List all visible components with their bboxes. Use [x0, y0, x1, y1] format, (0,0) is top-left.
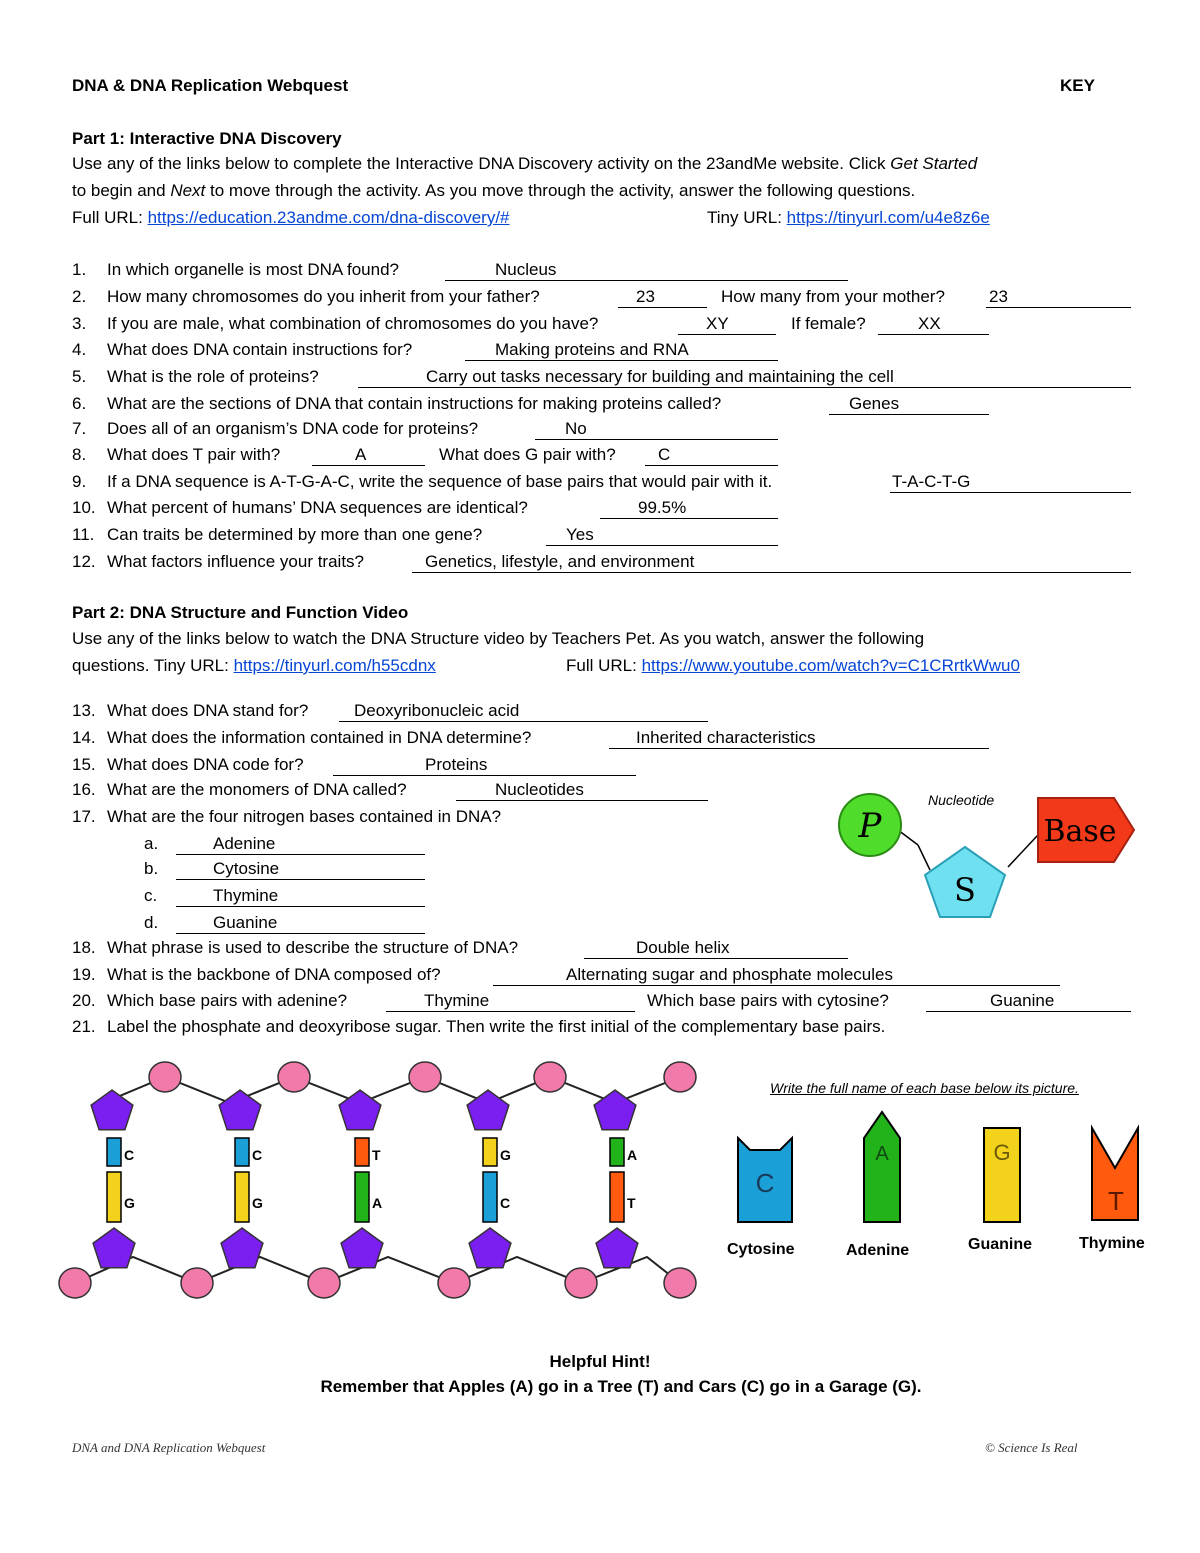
sugar-pentagon [469, 1228, 511, 1268]
phosphate-circle [409, 1062, 441, 1092]
bottom-base-block [235, 1172, 249, 1222]
bottom-base-letter: G [252, 1195, 263, 1211]
question-18: 18. What phrase is used to describe the structure of DNA? Double helix [72, 937, 1142, 959]
answer-field[interactable]: Deoxyribonucleic acid [339, 700, 708, 722]
tiny-url-link[interactable]: https://tinyurl.com/u4e8z6e [786, 208, 990, 227]
answer-field[interactable]: Proteins [333, 754, 636, 776]
cytosine-letter: C [755, 1168, 775, 1198]
part1-intro-line2: to begin and Next to move through the activity. As you move through the activity, answer the following questions. [72, 181, 916, 200]
hint-title: Helpful Hint! [549, 1352, 651, 1371]
answer-field[interactable]: Yes [546, 524, 778, 546]
bottom-base-block [610, 1172, 624, 1222]
answer-field[interactable]: Making proteins and RNA [465, 339, 778, 361]
phosphate-circle [664, 1268, 696, 1298]
answer-field[interactable]: Nucleus [445, 259, 848, 281]
thymine-letter: T [1108, 1186, 1124, 1216]
answer-field[interactable]: XY [678, 313, 776, 335]
part2-heading: Part 2: DNA Structure and Function Video [72, 603, 409, 622]
answer-field[interactable]: 99.5% [600, 497, 778, 519]
sugar-pentagon [594, 1090, 636, 1130]
question-17a: a. Adenine [72, 833, 1142, 855]
top-base-letter: T [372, 1147, 381, 1163]
answer-field[interactable]: Thymine [176, 885, 425, 907]
footer-right: © Science Is Real [985, 1440, 1078, 1455]
answer-field[interactable]: Inherited characteristics [609, 727, 989, 749]
answer-field[interactable]: Thymine [386, 990, 635, 1012]
question-12: 12. What factors influence your traits? Genetics, lifestyle, and environment [72, 551, 1142, 573]
phosphate-circle [534, 1062, 566, 1092]
question-17: 17. What are the four nitrogen bases contained in DNA? [72, 807, 502, 826]
answer-field[interactable]: Genetics, lifestyle, and environment [412, 551, 1131, 573]
dna-helix-diagram [50, 1050, 700, 1310]
phosphate-circle [308, 1268, 340, 1298]
top-base-block [483, 1138, 497, 1166]
full-url-link[interactable]: https://www.youtube.com/watch?v=C1CRrtkWwu0 [641, 656, 1020, 675]
guanine-letter: G [993, 1140, 1011, 1165]
answer-field[interactable]: Double helix [584, 937, 848, 959]
question-2: 2. How many chromosomes do you inherit from your father? 23 How many from your mother? 23 [72, 286, 1142, 308]
phosphate-letter: P [858, 806, 882, 846]
cytosine-name: Cytosine [727, 1241, 795, 1258]
answer-field[interactable]: Carry out tasks necessary for building and maintaining the cell [358, 366, 1131, 388]
question-11: 11. Can traits be determined by more than one gene? Yes [72, 524, 1142, 546]
part1-tiny-url: Tiny URL: https://tinyurl.com/u4e8z6e [707, 208, 990, 227]
question-6: 6. What are the sections of DNA that contain instructions for making proteins called? Genes [72, 393, 1142, 415]
bases-instruction: Write the full name of each base below its picture. [770, 1080, 1079, 1096]
question-20: 20. Which base pairs with adenine? Thymine Which base pairs with cytosine? Guanine [72, 990, 1142, 1012]
phosphate-circle [59, 1268, 91, 1298]
bottom-base-letter: T [627, 1195, 636, 1211]
top-base-letter: C [252, 1147, 263, 1163]
sugar-pentagon [91, 1090, 133, 1130]
question-17d: d. Guanine [72, 912, 1142, 934]
bond-line [918, 845, 930, 870]
question-5: 5. What is the role of proteins? Carry out tasks necessary for building and maintaining the cell [72, 366, 1142, 388]
top-base-block [355, 1138, 369, 1166]
question-21: 21. Label the phosphate and deoxyribose sugar. Then write the first initial of the complementary base pairs. [72, 1017, 886, 1036]
key-label: KEY [1060, 76, 1095, 95]
question-15: 15. What does DNA code for? Proteins [72, 754, 1142, 776]
sugar-pentagon [341, 1228, 383, 1268]
bottom-base-letter: A [372, 1195, 383, 1211]
nucleotide-label: Nucleotide [928, 792, 995, 808]
bottom-base-letter: C [500, 1195, 511, 1211]
top-base-block [235, 1138, 249, 1166]
question-4: 4. What does DNA contain instructions for? Making proteins and RNA [72, 339, 1142, 361]
part2-intro-line2: questions. Tiny URL: https://tinyurl.com/h55cdnx [72, 656, 436, 675]
answer-field[interactable]: 23 [618, 286, 707, 308]
question-13: 13. What does DNA stand for? Deoxyribonucleic acid [72, 700, 1142, 722]
adenine-shape [864, 1112, 900, 1222]
full-url-link[interactable]: https://education.23andme.com/dna-discovery/# [147, 208, 510, 227]
answer-field[interactable]: Genes [829, 393, 989, 415]
hint-text: Remember that Apples (A) go in a Tree (T) and Cars (C) go in a Garage (G). [320, 1377, 922, 1396]
question-9: 9. If a DNA sequence is A-T-G-A-C, write the sequence of base pairs that would pair with it. T-A-C-T-G [72, 471, 1142, 493]
bottom-base-letter: G [124, 1195, 135, 1211]
question-8: 8. What does T pair with? A What does G pair with? C [72, 444, 1142, 466]
phosphate-circle [149, 1062, 181, 1092]
question-1: 1. In which organelle is most DNA found? Nucleus [72, 259, 1142, 281]
answer-field[interactable]: Alternating sugar and phosphate molecules [493, 964, 1060, 986]
part1-urls: Full URL: https://education.23andme.com/dna-discovery/# [72, 208, 510, 227]
document-title: DNA & DNA Replication Webquest [72, 76, 349, 95]
part2-full-url: Full URL: https://www.youtube.com/watch?v=C1CRrtkWwu0 [566, 656, 1020, 675]
answer-field[interactable]: Guanine [926, 990, 1131, 1012]
question-10: 10. What percent of humans’ DNA sequences are identical? 99.5% [72, 497, 1142, 519]
sugar-pentagon [339, 1090, 381, 1130]
thymine-name: Thymine [1079, 1235, 1145, 1252]
part1-intro-line1: Use any of the links below to complete the Interactive DNA Discovery activity on the 23andMe website. Click Get Started [72, 154, 978, 173]
top-base-letter: C [124, 1147, 135, 1163]
answer-field[interactable]: 23 [986, 286, 1131, 308]
phosphate-circle [181, 1268, 213, 1298]
answer-field[interactable]: Cytosine [176, 858, 425, 880]
top-base-block [610, 1138, 624, 1166]
answer-field[interactable]: Guanine [176, 912, 425, 934]
question-16: 16. What are the monomers of DNA called? Nucleotides [72, 779, 1142, 801]
answer-field[interactable]: Adenine [176, 833, 425, 855]
bottom-base-block [355, 1172, 369, 1222]
sugar-pentagon [596, 1228, 638, 1268]
answer-field[interactable]: XX [878, 313, 989, 335]
bases-key-shapes [730, 1110, 1150, 1230]
top-base-block [107, 1138, 121, 1166]
phosphate-circle [278, 1062, 310, 1092]
bottom-base-block [107, 1172, 121, 1222]
phosphate-circle [664, 1062, 696, 1092]
question-19: 19. What is the backbone of DNA composed of? Alternating sugar and phosphate molecules [72, 964, 1142, 986]
footer-left: DNA and DNA Replication Webquest [72, 1440, 266, 1455]
answer-field[interactable]: A [312, 444, 425, 466]
question-7: 7. Does all of an organism’s DNA code for proteins? No [72, 418, 1142, 440]
answer-field[interactable]: Nucleotides [456, 779, 708, 801]
adenine-letter: A [875, 1143, 889, 1165]
guanine-name: Guanine [968, 1236, 1033, 1253]
sugar-pentagon [221, 1228, 263, 1268]
tiny-url-link[interactable]: https://tinyurl.com/h55cdnx [233, 656, 436, 675]
answer-field[interactable]: C [645, 444, 778, 466]
nucleotide-diagram [830, 785, 1150, 925]
bottom-base-block [483, 1172, 497, 1222]
base-label: Base [1043, 814, 1117, 849]
part2-intro-line1: Use any of the links below to watch the DNA Structure video by Teachers Pet. As you watch, answer the following [72, 629, 925, 648]
question-3: 3. If you are male, what combination of chromosomes do you have? XY If female? XX [72, 313, 1142, 335]
phosphate-circle [565, 1268, 597, 1298]
top-base-letter: A [627, 1147, 638, 1163]
phosphate-circle [438, 1268, 470, 1298]
question-17c: c. Thymine [72, 885, 1142, 907]
question-14: 14. What does the information contained in DNA determine? Inherited characteristics [72, 727, 1142, 749]
answer-field[interactable]: No [535, 418, 778, 440]
sugar-pentagon [93, 1228, 135, 1268]
top-base-letter: G [500, 1147, 511, 1163]
adenine-name: Adenine [846, 1242, 910, 1259]
answer-field[interactable]: T-A-C-T-G [890, 471, 1131, 493]
question-17b: b. Cytosine [72, 858, 1142, 880]
part1-heading: Part 1: Interactive DNA Discovery [72, 129, 342, 148]
sugar-letter: S [954, 871, 976, 909]
sugar-pentagon [219, 1090, 261, 1130]
